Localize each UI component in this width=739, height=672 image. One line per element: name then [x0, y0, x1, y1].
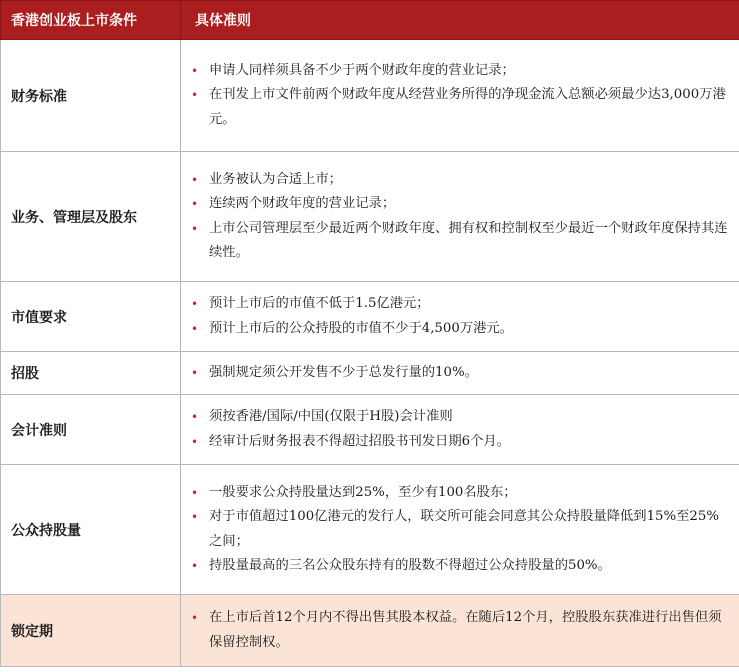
table-row [1, 465, 739, 595]
bullet-icon: • [191, 197, 199, 211]
table-row [1, 282, 739, 352]
bullet-icon: • [191, 321, 199, 336]
bullet-icon: • [191, 221, 199, 236]
row-name: 招股 [1, 352, 181, 395]
table-row [1, 40, 739, 152]
criteria-item: • 业务被认为合适上市； [189, 168, 729, 193]
row-name: 财务标准 [1, 40, 181, 152]
header-criteria: 具体准则 [181, 1, 739, 40]
bullet-icon: • [191, 365, 199, 380]
criteria-item: • 预计上市后的市值不低于1.5亿港元； [189, 292, 729, 317]
bullet-icon: • [191, 510, 199, 524]
row-criteria [181, 40, 739, 152]
row-criteria [181, 465, 739, 595]
criteria-item: • 须按香港/国际/中国(仅限于H股)会计准则 [189, 405, 729, 430]
criteria-item: • 申请人同样须具备不少于两个财政年度的营业记录； [189, 59, 729, 84]
criteria-item: • 上市公司管理层至少最近两个财政年度、拥有权和控制权至少最近一个财政年度保持其连续性。 [189, 217, 729, 266]
table-row [1, 152, 739, 282]
bullet-icon: • [191, 63, 199, 78]
table-row [1, 395, 739, 465]
criteria-item: • 强制规定须公开发售不少于总发行量的10%。 [189, 361, 729, 386]
criteria-item: • 预计上市后的公众持股的市值不少于4,500万港元。 [189, 317, 729, 342]
bullet-icon: • [191, 297, 199, 311]
bullet-icon: • [191, 410, 199, 424]
bullet-icon: • [191, 559, 199, 573]
row-name: 会计准则 [1, 395, 181, 465]
row-name: 锁定期 [1, 595, 181, 667]
bullet-icon: • [191, 172, 199, 187]
row-criteria [181, 282, 739, 352]
header-conditions: 香港创业板上市条件 [1, 1, 181, 40]
row-name: 市值要求 [1, 282, 181, 352]
row-criteria [181, 395, 739, 465]
table-row [1, 352, 739, 395]
bullet-icon: • [191, 88, 199, 103]
criteria-item: • 经审计后财务报表不得超过招股书刊发日期6个月。 [189, 430, 729, 455]
row-name: 公众持股量 [1, 465, 181, 595]
bullet-icon: • [191, 611, 199, 625]
row-criteria [181, 152, 739, 282]
row-name: 业务、管理层及股东 [1, 152, 181, 282]
row-criteria [181, 352, 739, 395]
bullet-icon: • [191, 485, 199, 500]
criteria-item: • 对于市值超过100亿港元的发行人，联交所可能会同意其公众持股量降低到15%至25%之间； [189, 505, 729, 554]
criteria-item: • 持股量最高的三名公众股东持有的股数不得超过公众持股量的50%。 [189, 554, 729, 579]
table-header-row [1, 1, 739, 40]
row-criteria [181, 595, 739, 667]
criteria-item: • 连续两个财政年度的营业记录； [189, 192, 729, 217]
criteria-item: • 在刊发上市文件前两个财政年度从经营业务所得的净现金流入总额必须最少达3,000万港元。 [189, 83, 729, 132]
bullet-icon: • [191, 434, 199, 449]
criteria-item: • 一般要求公众持股量达到25%，至少有100名股东； [189, 481, 729, 506]
table-row-highlighted [1, 595, 739, 667]
criteria-item: • 在上市后首12个月内不得出售其股本权益。在随后12个月，控股股东获准进行出售但须保留控制权。 [189, 606, 729, 655]
